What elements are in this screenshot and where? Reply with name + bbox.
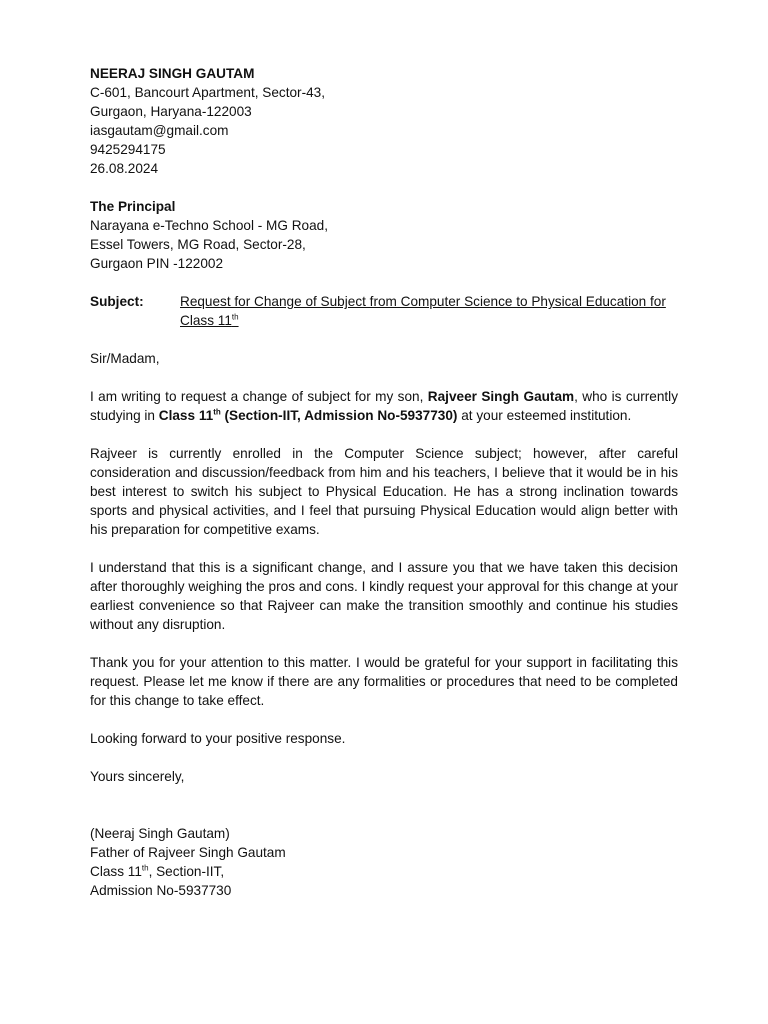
paragraph-4: Thank you for your attention to this matter. I would be grateful for your support in facilitating this request. Please let me know if there are any formalities or procedures that need to be completed for this change to take effect. [90,655,678,708]
student-name: Rajveer Singh Gautam [427,389,575,404]
subject-label: Subject: [90,294,144,309]
signature-class-sup: th [141,863,149,873]
sender-phone: 9425294175 [90,142,166,157]
sender-block [90,64,678,178]
sender-address-line1: C-601, Bancourt Apartment, Sector-43, [90,85,325,100]
signature-class [90,862,678,881]
recipient-line1: Narayana e-Techno School - MG Road, [90,218,329,233]
sender-name: NEERAJ SINGH GAUTAM [90,66,255,81]
recipient-line2: Essel Towers, MG Road, Sector-28, [90,237,306,252]
letter-date: 26.08.2024 [90,161,159,176]
para1-text-f: at your esteemed institution. [457,408,632,423]
signature-class-text: Class 11 [90,864,142,879]
sender-address-line2: Gurgaon, Haryana-122003 [90,104,252,119]
paragraph-3: I understand that this is a significant change, and I assure you that we have taken this decision after thoroughly weighing the pros and cons. I kindly request your approval for this change at your earliest convenience so that Rajveer can make the transition smoothly and continue his studies without any disruption. [90,560,678,632]
class-sup: th [213,407,221,417]
subject-line [90,292,678,330]
paragraph-5: Looking forward to your positive response. [90,731,346,746]
signature-name: (Neeraj Singh Gautam) [90,826,230,841]
subject-text [180,292,678,330]
signature-relation: Father of Rajveer Singh Gautam [90,845,286,860]
paragraph-2: Rajveer is currently enrolled in the Computer Science subject; however, after careful consideration and discussion/feedback from him and his teachers, I believe that it would be in his best interest to switch his subject to Physical Education. He has a strong inclination towards sports and physical activities, and I feel that pursuing Physical Education would align better with his preparation for competitive exams. [90,446,678,537]
class-label: Class 11 [158,408,214,423]
sender-email: iasgautam@gmail.com [90,123,229,138]
subject-text-main: Request for Change of Subject from Computer Science to Physical Education for Class 11 [180,294,666,328]
signature-class-suffix: , Section-IIT, [148,864,225,879]
recipient-block [90,197,678,273]
closing: Yours sincerely, [90,769,185,784]
section-admission: (Section-IIT, Admission No-5937730) [220,408,458,423]
recipient-line3: Gurgaon PIN -122002 [90,256,224,271]
recipient-title: The Principal [90,199,176,214]
spacer [90,178,678,197]
paragraph-1 [90,387,678,425]
para1-text-a: I am writing to request a change of subject for my son, [90,389,428,404]
signature-block [90,824,678,900]
subject-text-sup: th [231,312,239,322]
para1-text-c: , who is currently studying in [90,389,678,423]
signature-admission: Admission No-5937730 [90,883,232,898]
salutation: Sir/Madam, [90,351,160,366]
